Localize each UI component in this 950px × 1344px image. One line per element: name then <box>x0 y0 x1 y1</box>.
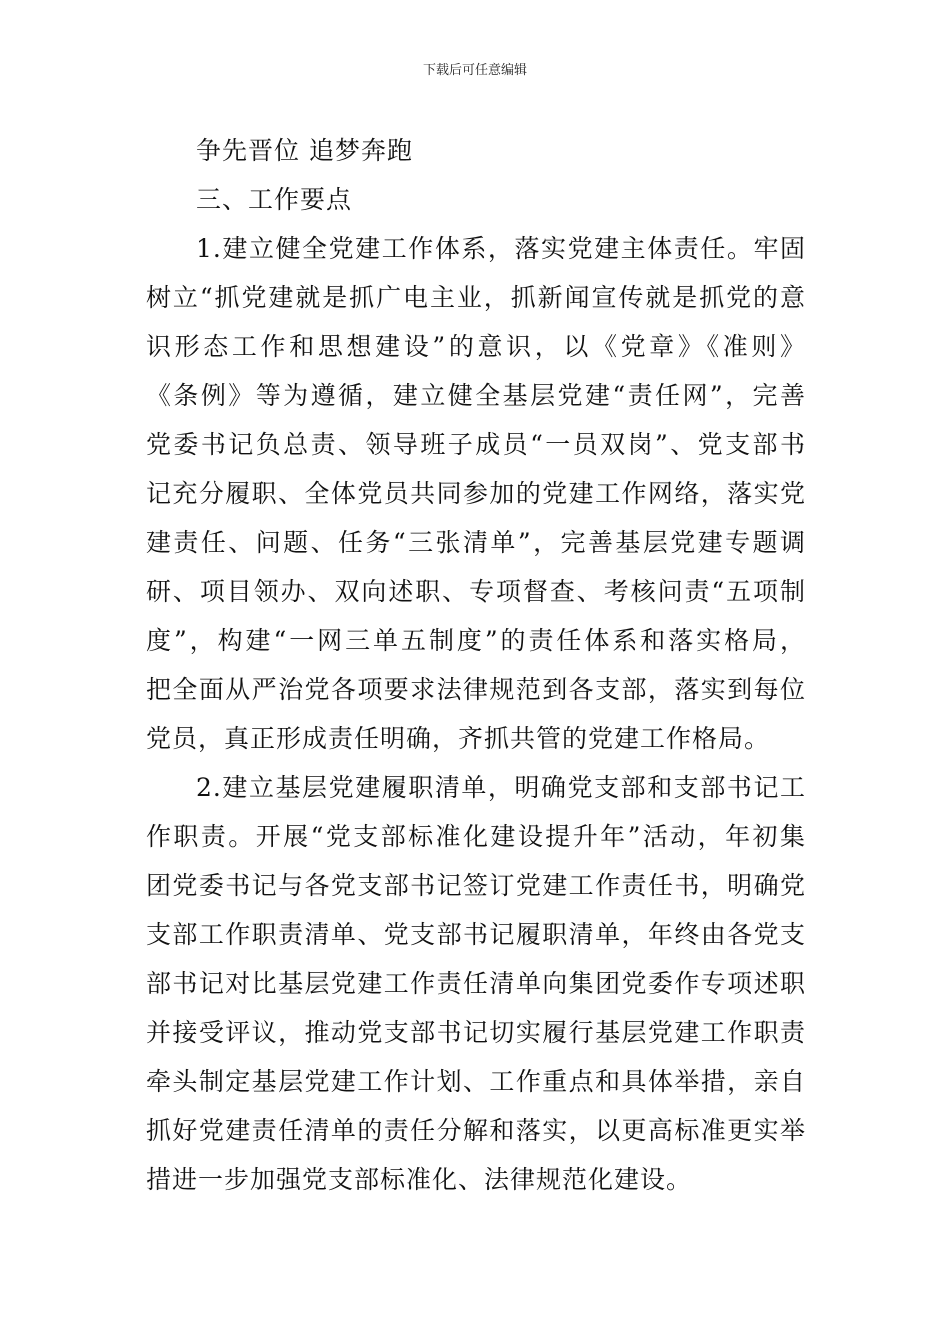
paragraph-2-line: 抓好党建责任清单的责任分解和落实，以更高标准更实举 <box>146 1116 806 1145</box>
paragraph-1-line: 建责任、问题、任务“三张清单”，完善基层党建专题调 <box>146 528 806 557</box>
paragraph-1-line: 记充分履职、全体党员共同参加的党建工作网络，落实党 <box>146 479 806 508</box>
paragraph-1-line: 党委书记负总责、领导班子成员“一员双岗”、党支部书 <box>146 430 806 459</box>
paragraph-1 <box>146 224 806 763</box>
section-heading: 三、工作要点 <box>196 185 353 214</box>
paragraph-2-line: 措进一步加强党支部标准化、法律规范化建设。 <box>146 1165 693 1194</box>
paragraph-2 <box>146 763 806 1204</box>
page-header: 下载后可任意编辑 <box>422 63 527 78</box>
paragraph-2-line: 并接受评议，推动党支部书记切实履行基层党建工作职责 <box>146 1018 806 1047</box>
paragraph-1-line: 研、项目领办、双向述职、专项督查、考核问责“五项制 <box>146 577 806 606</box>
paragraph-1-line: 把全面从严治党各项要求法律规范到各支部，落实到每位 <box>146 675 806 704</box>
paragraph-1-line: 识形态工作和思想建设”的意识，以《党章》《准则》 <box>146 332 806 361</box>
paragraph-2-line: 部书记对比基层党建工作责任清单向集团党委作专项述职 <box>146 969 806 998</box>
paragraph-2-line: 团党委书记与各党支部书记签订党建工作责任书，明确党 <box>146 871 806 900</box>
slogan-line: 争先晋位 追梦奔跑 <box>196 136 413 165</box>
paragraph-2-line: 2.建立基层党建履职清单，明确党支部和支部书记工 <box>196 773 806 802</box>
paragraph-1-line: 1.建立健全党建工作体系，落实党建主体责任。牢固 <box>196 234 806 263</box>
paragraph-1-line: 度”，构建“一网三单五制度”的责任体系和落实格局， <box>146 626 806 655</box>
paragraph-2-line: 支部工作职责清单、党支部书记履职清单，年终由各党支 <box>146 920 806 949</box>
paragraph-1-line: 《条例》等为遵循，建立健全基层党建“责任网”，完善 <box>146 381 806 410</box>
paragraph-2-line: 牵头制定基层党建工作计划、工作重点和具体举措，亲自 <box>146 1067 806 1096</box>
paragraph-2-line: 作职责。开展“党支部标准化建设提升年”活动，年初集 <box>146 822 806 851</box>
paragraph-1-line: 党员，真正形成责任明确，齐抓共管的党建工作格局。 <box>146 724 771 753</box>
document-body <box>146 126 806 1204</box>
paragraph-1-line: 树立“抓党建就是抓广电主业，抓新闻宣传就是抓党的意 <box>146 283 806 312</box>
